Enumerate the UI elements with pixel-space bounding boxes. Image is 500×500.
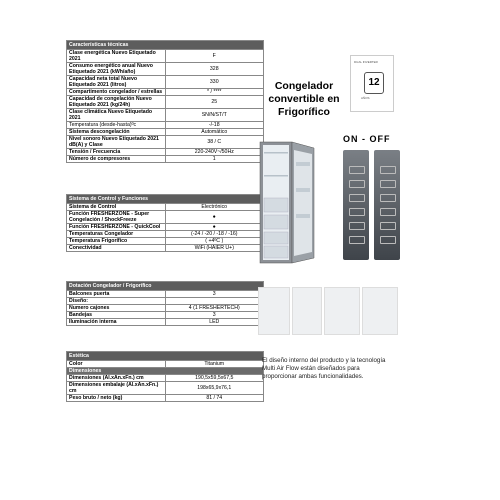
row-label: Sistema descongelación — [67, 129, 166, 136]
control-panel-right — [374, 150, 400, 260]
description-paragraph: El diseño interno del producto y la tecnología Multi Air Flow están diseñados para proporcionar ambas funcionalidades. — [262, 357, 386, 380]
interior-photo — [292, 287, 322, 335]
table-row — [67, 149, 264, 156]
row-value: LED — [165, 319, 264, 326]
equipment-table — [66, 281, 264, 326]
row-label: Función FRESHERZONE - Super Congelación / ShockFreeze — [67, 211, 166, 224]
row-value: ( +4ºC ) — [165, 238, 264, 245]
row-value: 190,5x59,5x67,5 — [165, 375, 264, 382]
table-row — [67, 231, 264, 238]
row-label: Balcones puerta — [67, 291, 166, 298]
dual-inverter-label: DUAL INVERTER — [354, 60, 378, 64]
row-value: ● — [165, 224, 264, 231]
panel-button — [380, 222, 396, 230]
row-label: Dimensiones (Al.xAn.xFn.) cm — [67, 375, 166, 382]
table-row — [67, 238, 264, 245]
row-value: SN/N/ST/T — [165, 109, 264, 122]
table-header: Dotación Congelador / Frigorífico — [67, 282, 264, 291]
row-value — [165, 298, 264, 305]
row-label: Diseño: — [67, 298, 166, 305]
row-value: 198x65,9x76,1 — [165, 382, 264, 395]
control-panel-left — [343, 150, 369, 260]
row-value: 81 / 74 — [165, 395, 264, 402]
table-row — [67, 96, 264, 109]
table-row — [67, 298, 264, 305]
panel-button — [380, 208, 396, 216]
table-row — [67, 63, 264, 76]
table-row — [67, 224, 264, 231]
row-value: 3 — [165, 312, 264, 319]
row-label: Sistema de Control — [67, 204, 166, 211]
row-label: Dimensiones embalaje (Al.xAn.xFn.) cm — [67, 382, 166, 395]
table-row — [67, 382, 264, 395]
row-value: -/-18 — [165, 122, 264, 129]
control-functions-table — [66, 194, 264, 252]
freezer-open-image — [258, 140, 316, 265]
row-value: 330 — [165, 76, 264, 89]
panel-button — [380, 180, 396, 188]
warranty-years-number: 12 — [364, 72, 384, 94]
warranty-years-label: AÑOS — [361, 96, 370, 100]
panel-button — [349, 194, 365, 202]
panel-button — [349, 222, 365, 230]
row-value: Titanium — [165, 361, 264, 368]
table-header: Características técnicas — [67, 41, 264, 50]
row-label: Temperatura (desde-hasta)ºc — [67, 122, 166, 129]
row-value: 3 — [165, 291, 264, 298]
table-row — [67, 50, 264, 63]
row-label: Temperaturas Congelador — [67, 231, 166, 238]
row-label: Peso bruto / neto (kg) — [67, 395, 166, 402]
table-row — [67, 156, 264, 163]
panel-button — [380, 236, 396, 244]
table-row — [67, 136, 264, 149]
interior-photo — [324, 287, 360, 335]
row-label: Nivel sonoro Nuevo Etiquetado 2021 dB(A) y Clase — [67, 136, 166, 149]
on-off-label: ON - OFF — [343, 134, 391, 144]
table-row — [67, 395, 264, 402]
table-row — [67, 291, 264, 298]
panel-button — [349, 166, 365, 174]
table-row — [67, 204, 264, 211]
row-label: Clase climática Nuevo Etiquetado 2021 — [67, 109, 166, 122]
row-value: WiFi (HAIER U+) — [165, 245, 264, 252]
aesthetics-dimensions-table — [66, 351, 264, 402]
row-label: Numero cajones — [67, 305, 166, 312]
row-label: Color — [67, 361, 166, 368]
dual-inverter-badge — [350, 55, 394, 112]
headline: Congelador convertible en Frigorífico — [268, 80, 340, 118]
panel-button — [349, 236, 365, 244]
table-row — [67, 76, 264, 89]
row-value: (-24 / -20 / -18 / -16) — [165, 231, 264, 238]
technical-specs-table — [66, 40, 264, 163]
row-label: Compartimento congelador / estrellas — [67, 89, 166, 96]
row-value: F — [165, 50, 264, 63]
row-value: 25 — [165, 96, 264, 109]
panel-button — [349, 180, 365, 188]
row-value: ● — [165, 211, 264, 224]
table-row — [67, 312, 264, 319]
row-value: 328 — [165, 63, 264, 76]
panel-button — [349, 208, 365, 216]
table-header: Estética — [67, 352, 264, 361]
table-row — [67, 122, 264, 129]
row-label: Consumo energético anual Nuevo Etiquetado 2021 (kWh/año) — [67, 63, 166, 76]
row-value: 1 — [165, 156, 264, 163]
row-label: Número de compresores — [67, 156, 166, 163]
table-row — [67, 211, 264, 224]
panel-button — [380, 166, 396, 174]
row-value: Electrónico — [165, 204, 264, 211]
row-label: Conectividad — [67, 245, 166, 252]
row-label: Bandejas — [67, 312, 166, 319]
table-row — [67, 245, 264, 252]
panel-button — [380, 194, 396, 202]
table-row — [67, 109, 264, 122]
table-row — [67, 89, 264, 96]
row-value: 220-240V~/50Hz — [165, 149, 264, 156]
row-label: Capacidad de congelación Nuevo Etiquetado 2021 (kg/24h) — [67, 96, 166, 109]
row-value: 38 / C — [165, 136, 264, 149]
row-label: Iluminación interna — [67, 319, 166, 326]
table-row — [67, 319, 264, 326]
table-header: Sistema de Control y Funciones — [67, 195, 264, 204]
row-label: Capacidad neta total Nuevo Etiquetado 2021 (litros) — [67, 76, 166, 89]
row-label: Temperatura Frigorífico — [67, 238, 166, 245]
row-value: 4 (1 FRESHERTECH) — [165, 305, 264, 312]
table-row — [67, 305, 264, 312]
row-label: Clase energética Nuevo Etiquetado 2021 — [67, 50, 166, 63]
interior-photo — [258, 287, 290, 335]
table-row — [67, 361, 264, 368]
table-row — [67, 129, 264, 136]
table-row — [67, 375, 264, 382]
row-value: Automático — [165, 129, 264, 136]
interior-photos — [258, 287, 398, 333]
row-value: * / **** — [165, 89, 264, 96]
interior-photo — [362, 287, 398, 335]
row-label: Tensión / Frecuencia — [67, 149, 166, 156]
row-label: Función FRESHERZONE - QuickCool — [67, 224, 166, 231]
table-subheader: Dimensiones — [67, 368, 264, 375]
